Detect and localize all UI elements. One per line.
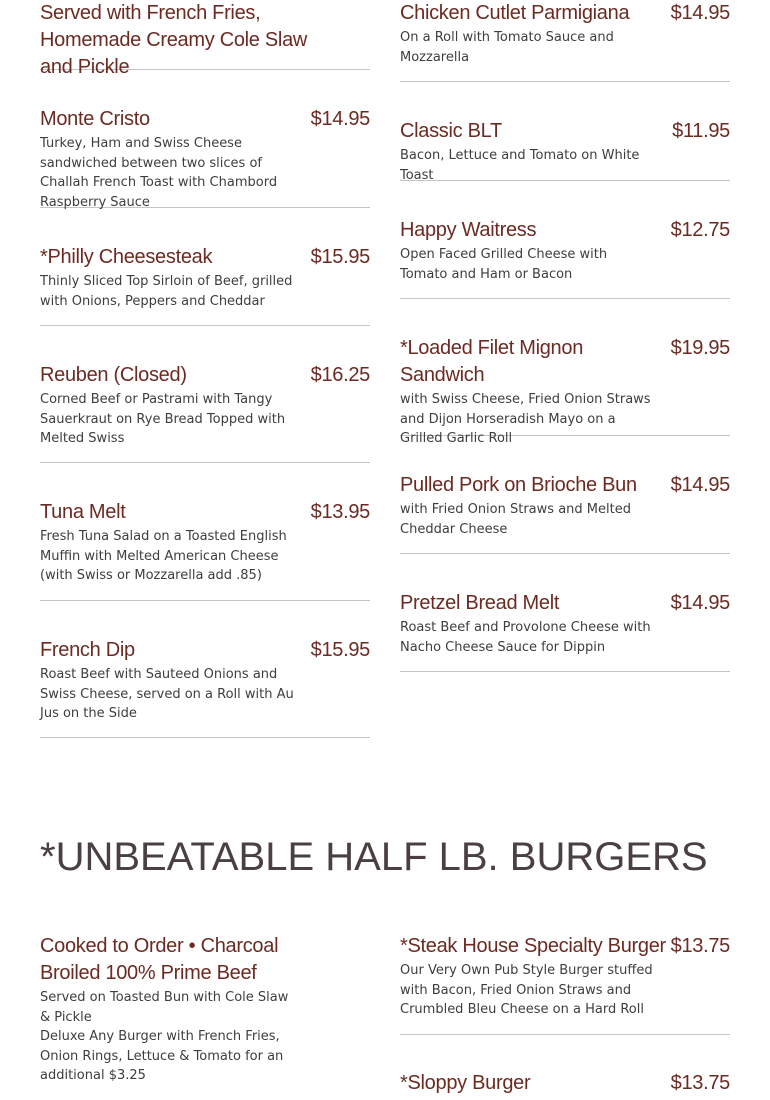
item-name: Chicken Cutlet Parmigiana <box>400 2 630 24</box>
item-name: Pretzel Bread Melt <box>400 592 560 614</box>
item-description: Roast Beef and Provolone Cheese with Nacho Cheese Sauce for Dippin <box>400 620 651 655</box>
item-description: Thinly Sliced Top Sirloin of Beef, grilled with Onions, Peppers and Cheddar <box>40 274 293 309</box>
menu-item-steak-house-burger <box>400 933 730 1035</box>
menu-item-happy-waitress <box>400 217 730 299</box>
item-price: $13.75 <box>670 1072 730 1094</box>
item-description: with Swiss Cheese, Fried Onion Straws and Dijon Horseradish Mayo on a Grilled Garlic Roll <box>400 392 651 446</box>
menu-item-pretzel-bread-melt <box>400 590 730 672</box>
item-price: $12.75 <box>670 219 730 241</box>
item-price: $15.95 <box>310 639 370 661</box>
menu-item-chicken-cutlet-parmigiana <box>400 0 730 82</box>
item-description: Corned Beef or Pastrami with Tangy Sauerkraut on Rye Bread Topped with Melted Swiss <box>40 392 286 446</box>
item-name: *Philly Cheesesteak <box>40 246 213 268</box>
item-price: $13.75 <box>670 935 730 957</box>
item-description: On a Roll with Tomato Sauce and Mozzarella <box>400 30 614 65</box>
menu-item-loaded-filet-mignon <box>400 335 730 446</box>
item-name: *Steak House Specialty Burger <box>400 935 666 957</box>
section-title: *UNBEATABLE HALF LB. BURGERS <box>40 835 708 879</box>
item-name: French Dip <box>40 639 135 661</box>
item-description: Served on Toasted Bun with Cole Slaw & Pickle Deluxe Any Burger with French Fries, Onion Rings, Lettuce & Tomato for an additional $3.25 <box>40 990 289 1083</box>
item-description: Bacon, Lettuce and Tomato on White Toast <box>400 148 640 183</box>
item-price: $13.95 <box>310 501 370 523</box>
menu-item-tuna-melt <box>40 499 370 601</box>
item-description: Turkey, Ham and Swiss Cheese sandwiched between two slices of Challah French Toast with Chambord Raspberry Sauce <box>40 136 278 210</box>
item-description: Fresh Tuna Salad on a Toasted English Muffin with Melted American Cheese (with Swiss or Mozzarella add .85) <box>40 529 287 583</box>
item-description: Roast Beef with Sauteed Onions and Swiss Cheese, served on a Roll with Au Jus on the Side <box>40 667 294 721</box>
item-name: Tuna Melt <box>40 501 126 523</box>
item-price: $19.95 <box>670 337 730 359</box>
menu-item-pulled-pork <box>400 472 730 554</box>
item-name: Classic BLT <box>400 120 502 142</box>
item-price: $14.95 <box>670 2 730 24</box>
item-price: $15.95 <box>310 246 370 268</box>
menu-item-monte-cristo <box>40 106 370 208</box>
item-name: Cooked to Order • Charcoal Broiled 100% Prime Beef <box>40 935 279 984</box>
item-price: $14.95 <box>670 474 730 496</box>
item-name: Monte Cristo <box>40 108 150 130</box>
item-description: Our Very Own Pub Style Burger stuffed with Bacon, Fried Onion Straws and Crumbled Bleu Cheese on a Hard Roll <box>400 963 653 1017</box>
item-heading: Served with French Fries, Homemade Creamy Cole Slaw and Pickle <box>40 2 308 78</box>
item-name: *Sloppy Burger <box>400 1072 531 1094</box>
item-price: $16.25 <box>310 364 370 386</box>
menu-item-classic-blt <box>400 118 730 181</box>
item-name: Reuben (Closed) <box>40 364 187 386</box>
item-price: $14.95 <box>310 108 370 130</box>
item-description: Open Faced Grilled Cheese with Tomato and Ham or Bacon <box>400 247 608 282</box>
menu-item-french-dip <box>40 637 370 738</box>
item-price: $11.95 <box>672 120 730 142</box>
item-name: Happy Waitress <box>400 219 537 241</box>
item-price: $14.95 <box>670 592 730 614</box>
item-name: Pulled Pork on Brioche Bun <box>400 474 637 496</box>
menu-item-reuben <box>40 362 370 463</box>
item-name: *Loaded Filet Mignon Sandwich <box>400 337 584 386</box>
item-description: with Fried Onion Straws and Melted Cheddar Cheese <box>400 502 631 537</box>
menu-item-sloppy-burger <box>400 1070 730 1100</box>
menu-item-fries-note <box>40 0 370 78</box>
menu-item-philly-cheesesteak <box>40 244 370 326</box>
burger-intro <box>40 933 370 1093</box>
